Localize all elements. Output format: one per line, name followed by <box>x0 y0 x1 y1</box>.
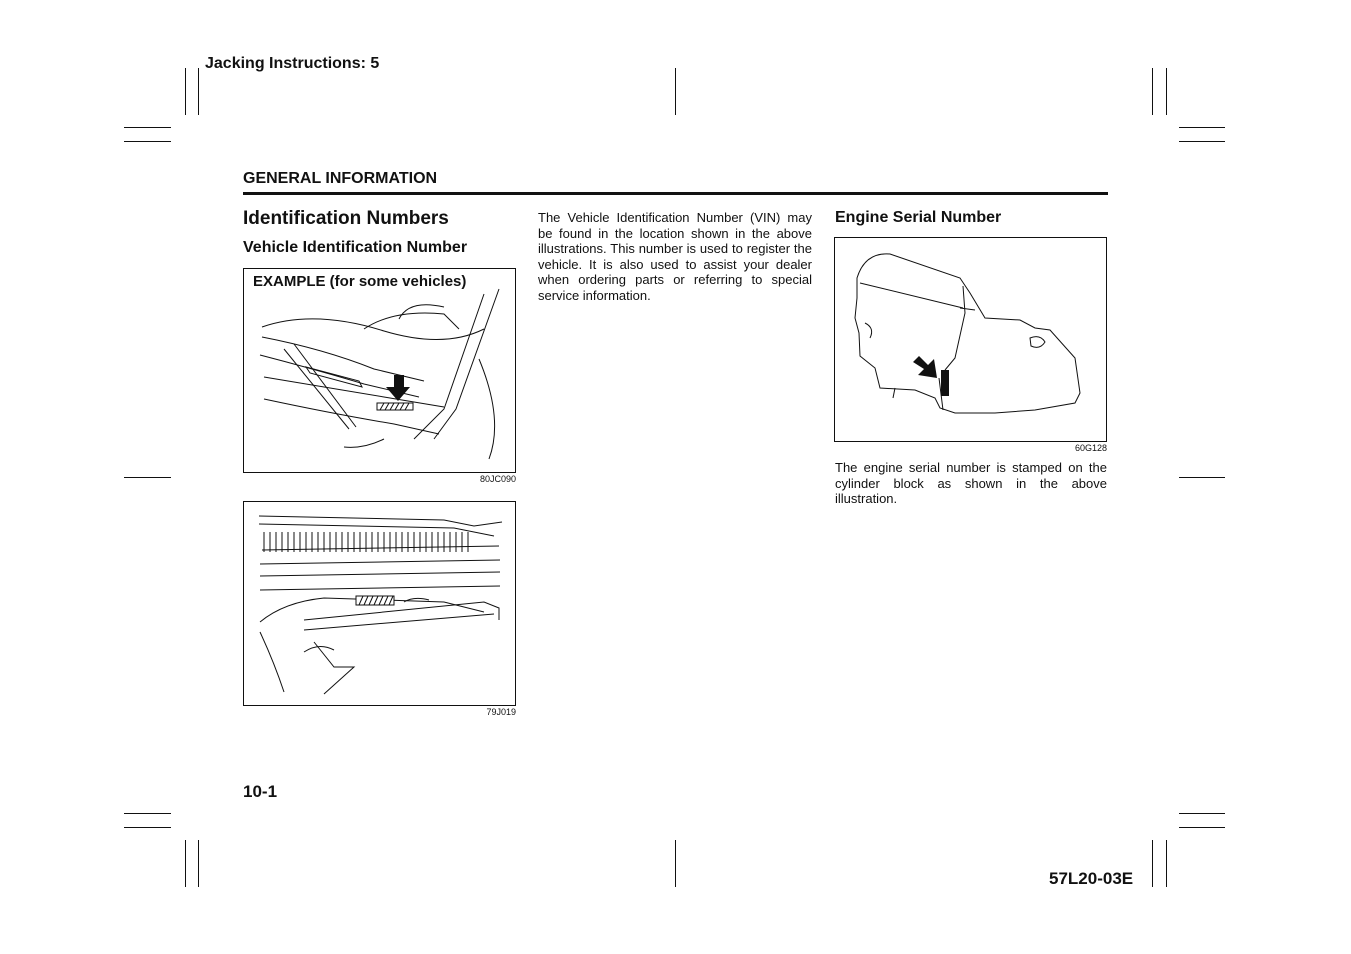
crop-mark <box>185 840 186 887</box>
figure-code: 80JC090 <box>479 474 516 484</box>
crop-mark <box>1179 813 1225 814</box>
arrow-down-icon <box>386 375 410 401</box>
engine-figure <box>834 237 1107 442</box>
crop-mark <box>124 127 171 128</box>
crop-mark <box>185 68 186 115</box>
arrow-right-icon <box>913 356 937 378</box>
vin-figure-windshield <box>243 501 516 706</box>
crop-mark <box>675 840 676 887</box>
document-code: 57L20-03E <box>1049 869 1134 888</box>
vin-subheading: Vehicle Identification Number <box>243 239 468 256</box>
windshield-illustration <box>244 502 515 705</box>
crop-mark <box>198 840 199 887</box>
crop-mark <box>124 141 171 142</box>
engine-serial-paragraph: The engine serial number is stamped on the cylinder block as shown in the above illustration. <box>835 460 1107 506</box>
crop-mark <box>1179 827 1225 828</box>
serial-stamp <box>941 370 949 396</box>
vin-plate <box>377 403 413 410</box>
page-heading: Identification Numbers <box>243 208 449 229</box>
crop-mark <box>1152 840 1153 887</box>
engine-serial-subheading: Engine Serial Number <box>835 209 1002 226</box>
dashboard-illustration <box>244 269 515 472</box>
crop-mark <box>198 68 199 115</box>
figure-caption: EXAMPLE (for some vehicles) <box>253 273 467 290</box>
vin-plate <box>356 596 394 605</box>
header-rule <box>243 192 1108 195</box>
vin-figure-dashboard <box>243 268 516 473</box>
figure-code: 79J019 <box>486 707 516 717</box>
crop-mark <box>1179 127 1225 128</box>
crop-mark <box>675 68 676 115</box>
page-number: 10-1 <box>243 782 278 801</box>
crop-mark <box>124 477 171 478</box>
crop-mark <box>1166 68 1167 115</box>
engine-illustration <box>835 238 1106 441</box>
nav-link-jacking-instructions[interactable]: Jacking Instructions: 5 <box>205 55 380 72</box>
crop-mark <box>1152 68 1153 115</box>
vin-paragraph: The Vehicle Identification Number (VIN) may be found in the location shown in the above illustrations. This number is used to register the vehicle. It is also used to assist your dealer when ordering parts or referring to special service information. <box>538 210 812 303</box>
section-title: GENERAL INFORMATION <box>243 170 438 187</box>
figure-code: 60G128 <box>1074 443 1107 453</box>
crop-mark <box>1179 477 1225 478</box>
crop-mark <box>1179 141 1225 142</box>
crop-mark <box>124 827 171 828</box>
crop-mark <box>1166 840 1167 887</box>
crop-mark <box>124 813 171 814</box>
